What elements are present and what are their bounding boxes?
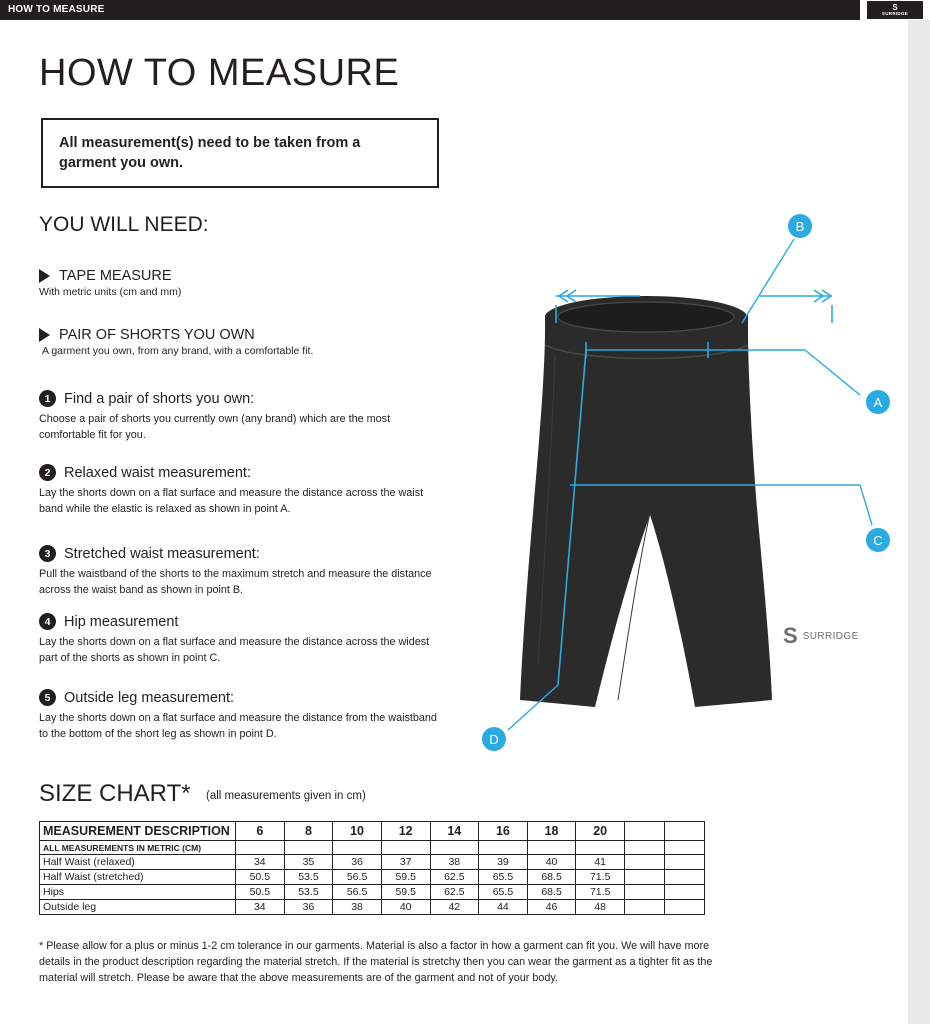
column-header-size-20: 20 <box>576 822 625 841</box>
step-body: Lay the shorts down on a flat surface and measure the distance across the widest part of the shorts as shown in point C. <box>39 636 430 664</box>
table-row <box>40 855 705 870</box>
cell: 59.5 <box>381 870 430 885</box>
callout-box <box>41 118 439 188</box>
cell: 65.5 <box>479 870 528 885</box>
page-title: HOW TO MEASURE <box>39 52 400 94</box>
step-number-badge: 2 <box>39 464 56 481</box>
step-5 <box>39 689 439 742</box>
cell <box>625 900 665 915</box>
callout-text: All measurement(s) need to be taken from a garment you own. <box>59 135 361 171</box>
step-number-badge: 4 <box>39 613 56 630</box>
cell <box>625 870 665 885</box>
cell: 35 <box>284 855 333 870</box>
cell: 34 <box>236 900 285 915</box>
metric-blank <box>527 841 576 855</box>
row-label: Half Waist (stretched) <box>40 870 236 885</box>
cell <box>625 855 665 870</box>
garment-brand-mark <box>783 625 859 647</box>
marker-b-label: B <box>795 219 805 234</box>
cell <box>665 885 705 900</box>
logo-mark: S <box>892 2 898 12</box>
cell: 53.5 <box>284 870 333 885</box>
cell <box>665 855 705 870</box>
cell: 40 <box>527 855 576 870</box>
need-subtitle: With metric units (cm and mm) <box>39 286 182 298</box>
marker-c-label: C <box>873 533 883 548</box>
step-4 <box>39 613 439 666</box>
leader-a <box>805 350 860 395</box>
metric-blank <box>625 841 665 855</box>
step-number-badge: 3 <box>39 545 56 562</box>
metric-blank <box>430 841 479 855</box>
leader-c <box>860 485 872 525</box>
leader-b <box>742 239 794 323</box>
cell <box>665 870 705 885</box>
step-body: Lay the shorts down on a flat surface and measure the distance across the waist band while the elastic is relaxed as shown in point A. <box>39 487 424 515</box>
right-edge-strip <box>908 20 930 1024</box>
step-title: Find a pair of shorts you own: <box>64 390 255 407</box>
need-title: TAPE MEASURE <box>59 268 172 284</box>
size-chart-table <box>39 821 705 915</box>
table-metric-row <box>40 841 705 855</box>
you-will-need-heading: YOU WILL NEED: <box>39 213 209 236</box>
cell: 46 <box>527 900 576 915</box>
cell: 68.5 <box>527 870 576 885</box>
metric-note: ALL MEASUREMENTS IN METRIC (CM) <box>40 841 236 855</box>
cell: 36 <box>284 900 333 915</box>
cell: 59.5 <box>381 885 430 900</box>
column-header-size-16: 16 <box>479 822 528 841</box>
cell: 62.5 <box>430 885 479 900</box>
cell: 71.5 <box>576 870 625 885</box>
cell: 41 <box>576 855 625 870</box>
cell: 37 <box>381 855 430 870</box>
need-subtitle: A garment you own, from any brand, with a comfortable fit. <box>42 345 314 357</box>
table-row <box>40 900 705 915</box>
cell: 65.5 <box>479 885 528 900</box>
step-title: Outside leg measurement: <box>64 689 235 706</box>
cell: 53.5 <box>284 885 333 900</box>
top-bar-title: HOW TO MEASURE <box>8 4 105 15</box>
column-header-size-10: 10 <box>333 822 382 841</box>
waistband-inner <box>558 302 734 332</box>
brand-logo <box>860 0 930 20</box>
cell: 62.5 <box>430 870 479 885</box>
cell <box>665 900 705 915</box>
step-number-badge: 1 <box>39 390 56 407</box>
triangle-bullet-icon <box>39 269 50 283</box>
cell: 40 <box>381 900 430 915</box>
cell: 39 <box>479 855 528 870</box>
size-chart-note: (all measurements given in cm) <box>206 790 366 802</box>
cell: 50.5 <box>236 885 285 900</box>
cell: 42 <box>430 900 479 915</box>
column-header-size-6: 6 <box>236 822 285 841</box>
logo-text: SURRIDGE <box>881 10 909 16</box>
metric-blank <box>381 841 430 855</box>
step-number-badge: 5 <box>39 689 56 706</box>
step-body: Pull the waistband of the shorts to the maximum stretch and measure the distance across the waist band as shown in point B. <box>39 568 432 596</box>
cell: 38 <box>430 855 479 870</box>
step-body: Choose a pair of shorts you currently own (any brand) which are the most comfortable fit for you. <box>39 413 391 441</box>
cell: 71.5 <box>576 885 625 900</box>
step-title: Stretched waist measurement: <box>64 545 260 562</box>
shorts-diagram <box>460 195 900 765</box>
row-label: Half Waist (relaxed) <box>40 855 236 870</box>
column-header-size-14: 14 <box>430 822 479 841</box>
metric-blank <box>284 841 333 855</box>
cell: 56.5 <box>333 870 382 885</box>
garment-logo-mark: S <box>783 623 798 648</box>
cell <box>625 885 665 900</box>
step-title: Relaxed waist measurement: <box>64 464 251 481</box>
column-header-description: MEASUREMENT DESCRIPTION <box>40 822 236 841</box>
step-3 <box>39 545 439 598</box>
table-row <box>40 885 705 900</box>
triangle-bullet-icon <box>39 328 50 342</box>
cell: 68.5 <box>527 885 576 900</box>
top-bar <box>0 0 930 20</box>
shorts-body <box>520 315 772 707</box>
metric-blank <box>576 841 625 855</box>
cell: 48 <box>576 900 625 915</box>
column-header-size-8: 8 <box>284 822 333 841</box>
marker-a-label: A <box>873 395 883 410</box>
metric-blank <box>333 841 382 855</box>
size-chart-heading: SIZE CHART* <box>39 780 191 807</box>
table-row <box>40 870 705 885</box>
cell: 50.5 <box>236 870 285 885</box>
column-header-size-12: 12 <box>381 822 430 841</box>
need-item-shorts <box>39 327 313 357</box>
size-chart-footnote: * Please allow for a plus or minus 1-2 cm tolerance in our garments. Material is also a factor in how a garment can fit you. We will have more details in the product description regarding the material stretch. If the material is stretchy then you can wear the garment as a tighter fit as the material will stretch. Please be aware that the above measurements are of the garment and not of your body. <box>39 940 713 985</box>
column-header-size-18: 18 <box>527 822 576 841</box>
marker-d-label: D <box>489 732 499 747</box>
step-1 <box>39 390 439 443</box>
row-label: Outside leg <box>40 900 236 915</box>
garment-logo-text: SURRIDGE <box>802 630 859 642</box>
cell: 34 <box>236 855 285 870</box>
metric-blank <box>665 841 705 855</box>
need-title: PAIR OF SHORTS YOU OWN <box>59 327 255 343</box>
step-body: Lay the shorts down on a flat surface and measure the distance from the waistband to the bottom of the short leg as shown in point D. <box>39 712 437 740</box>
step-2 <box>39 464 439 517</box>
cell: 38 <box>333 900 382 915</box>
cell: 56.5 <box>333 885 382 900</box>
step-title: Hip measurement <box>64 613 179 630</box>
column-header-empty-1 <box>625 822 665 841</box>
cell: 44 <box>479 900 528 915</box>
row-label: Hips <box>40 885 236 900</box>
need-item-tape-measure <box>39 268 181 298</box>
metric-blank <box>236 841 285 855</box>
cell: 36 <box>333 855 382 870</box>
table-header-row <box>40 822 705 841</box>
metric-blank <box>479 841 528 855</box>
column-header-empty-2 <box>665 822 705 841</box>
